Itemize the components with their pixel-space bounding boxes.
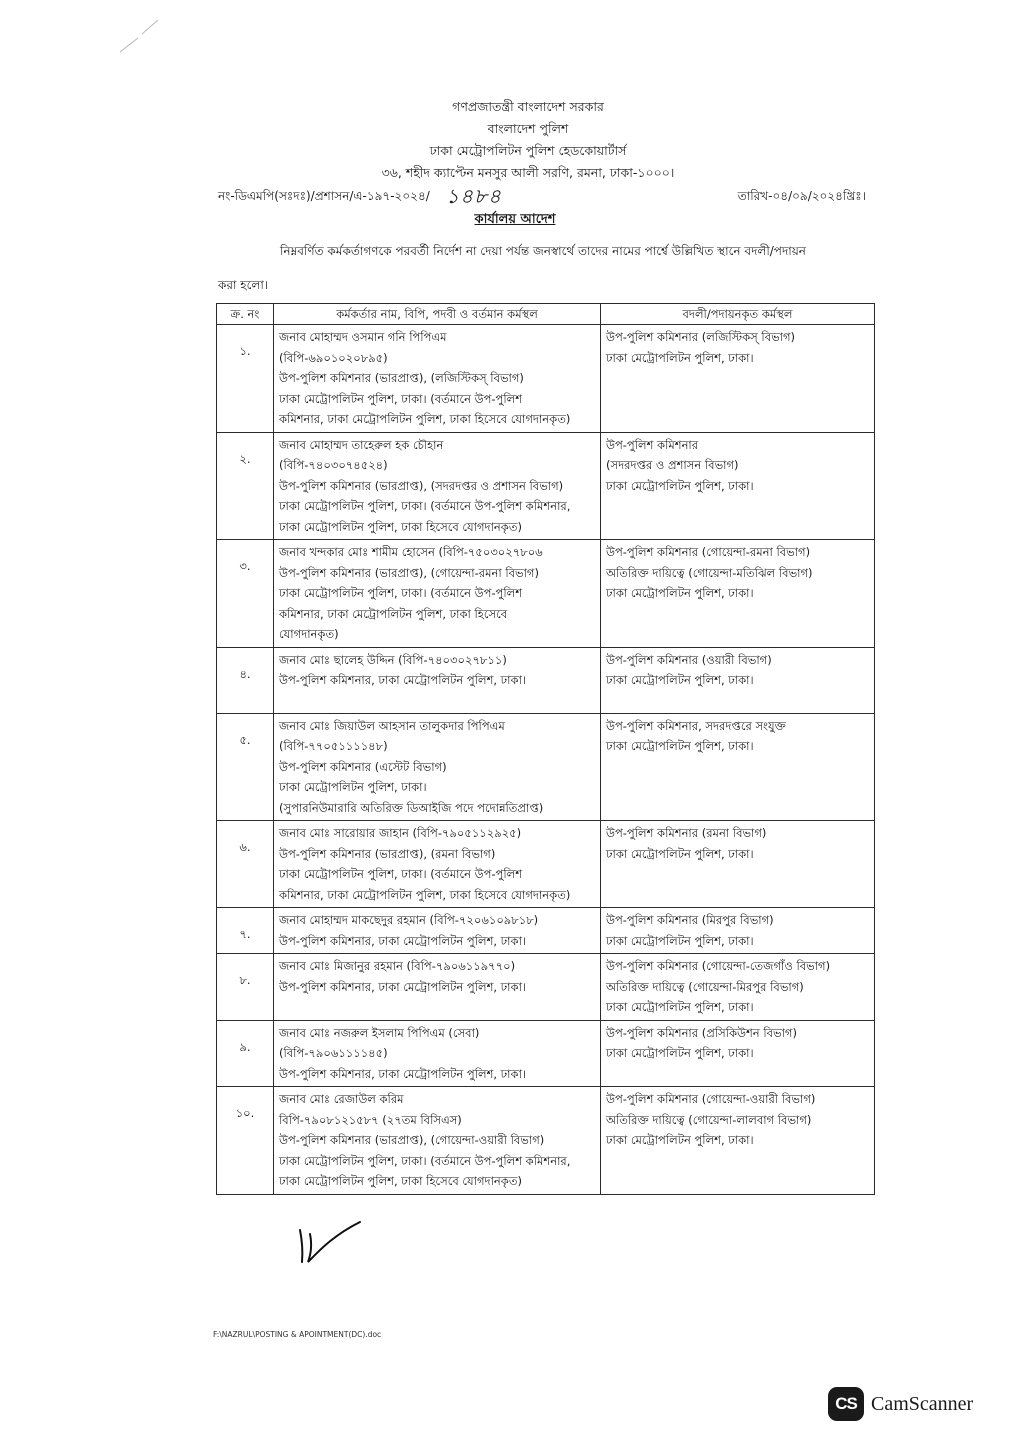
office-order-title: কার্যালয় আদেশ <box>474 212 556 227</box>
posting-line: ঢাকা মেট্রোপলিটন পুলিশ, ঢাকা। <box>606 739 754 753</box>
table-header-row <box>217 304 875 325</box>
row-officer <box>274 432 601 540</box>
row-posting <box>601 647 875 713</box>
officer-line: উপ-পুলিশ কমিশনার, ঢাকা মেট্রোপলিটন পুলিশ, ঢাকা। <box>279 933 527 948</box>
posting-line: ঢাকা মেট্রোপলিটন পুলিশ, ঢাকা। <box>606 846 754 861</box>
officer-line: জনাব মোঃ সারোয়ার জাহান (বিপি-৭৯০৫১১২৯২৫) <box>279 826 522 840</box>
officer-line: জনাব মোহাম্মদ মাকছেদুর রহমান (বিপি-৭২০৬১০৯৮১৮) <box>279 913 539 927</box>
letterhead-dmp-hq: ঢাকা মেট্রোপলিটন পুলিশ হেডকোয়ার্টার্স <box>429 143 627 158</box>
header-officer: কর্মকর্তার নাম, বিপি, পদবী ও বর্তমান কর্মস্থল <box>274 304 601 325</box>
intro-line-1: নিম্নবর্ণিত কর্মকর্তাগণকে পরবর্তী নির্দেশ না দেয়া পর্যন্ত জনস্বার্থে তাদের নামের পার্শ্বে উল্লিখিত স্থানে বদলী/পদায়ন <box>280 244 806 258</box>
row-officer <box>274 647 601 713</box>
officer-line: উপ-পুলিশ কমিশনার (ভারপ্রাপ্ত), (গোয়েন্দা-ওয়ারী বিভাগ) <box>279 1133 545 1147</box>
row-serial: ২. <box>217 432 274 540</box>
officer-line: ঢাকা মেট্রোপলিটন পুলিশ, ঢাকা। <box>279 780 427 794</box>
camscanner-logo-icon: CS <box>828 1387 864 1421</box>
posting-line: ঢাকা মেট্রোপলিটন পুলিশ, ঢাকা। <box>606 586 754 600</box>
row-serial: ৮. <box>217 954 274 1021</box>
table-row <box>217 1087 875 1195</box>
posting-line: উপ-পুলিশ কমিশনার (গোয়েন্দা-ওয়ারী বিভাগ) <box>606 1092 816 1106</box>
officer-line: জনাব মোঃ মিজানুর রহমান (বিপি-৭৯০৬১১৯৭৭০) <box>279 959 516 973</box>
letterhead-police: বাংলাদেশ পুলিশ <box>487 121 569 136</box>
memo-date: তারিখ-০৪/০৯/২০২৪খ্রিঃ। <box>737 189 866 203</box>
officer-line: (বিপি-৭৪০৩০৭৪৫২৪) <box>279 458 388 472</box>
posting-line: ঢাকা মেট্রোপলিটন পুলিশ, ঢাকা। <box>606 350 754 365</box>
officer-line: জনাব মোঃ রেজাউল করিম <box>279 1092 404 1106</box>
officer-line: জনাব মোঃ জিয়াউল আহসান তালুকদার পিপিএম <box>279 718 505 733</box>
officer-line: উপ-পুলিশ কমিশনার (ভারপ্রাপ্ত), (সদরদপ্তর ও প্রশাসন বিভাগ) <box>279 478 564 493</box>
table-row <box>217 713 875 821</box>
letterhead <box>200 96 856 184</box>
officer-line: ঢাকা মেট্রোপলিটন পুলিশ, ঢাকা। (বর্তমানে উপ-পুলিশ কমিশনার, <box>279 499 571 513</box>
posting-line: ঢাকা মেট্রোপলিটন পুলিশ, ঢাকা। <box>606 1046 754 1060</box>
officer-line: উপ-পুলিশ কমিশনার (এস্টেট বিভাগ) <box>279 759 447 774</box>
officer-line: (সুপারনিউমারারি অতিরিক্ত ডিআইজি পদে পদোন্নতিপ্রাপ্ত) <box>279 800 544 815</box>
officer-line: (বিপি-৭৯০৬১১১১৪৫) <box>279 1046 388 1060</box>
table-row <box>217 540 875 648</box>
officer-line: ঢাকা মেট্রোপলিটন পুলিশ, ঢাকা। (বর্তমানে উপ-পুলিশ <box>279 391 523 406</box>
posting-table <box>216 303 875 1195</box>
officer-line: জনাব মোঃ নজরুল ইসলাম পিপিএম (সেবা) <box>279 1025 480 1040</box>
officer-line: ঢাকা মেট্রোপলিটন পুলিশ, ঢাকা। (বর্তমানে উপ-পুলিশ কমিশনার, <box>279 1153 571 1168</box>
row-posting <box>601 713 875 821</box>
officer-line: ঢাকা মেট্রোপলিটন পুলিশ, ঢাকা হিসেবে যোগদানকৃত) <box>279 1174 522 1188</box>
officer-line: কমিশনার, ঢাকা মেট্রোপলিটন পুলিশ, ঢাকা হিসেবে যোগদানকৃত) <box>279 412 571 426</box>
posting-line: উপ-পুলিশ কমিশনার (মিরপুর বিভাগ) <box>606 913 774 927</box>
posting-line: উপ-পুলিশ কমিশনার (ওয়ারী বিভাগ) <box>606 652 772 667</box>
memo-number: নং-ডিএমপি(সঃদঃ)/প্রশাসন/এ-১৯৭-২০২৪/ <box>218 189 430 203</box>
table-row <box>217 954 875 1021</box>
row-serial: ৬. <box>217 821 274 908</box>
officer-line: ঢাকা মেট্রোপলিটন পুলিশ, ঢাকা। (বর্তমানে উপ-পুলিশ <box>279 586 523 600</box>
row-serial: ৩. <box>217 540 274 648</box>
posting-line: উপ-পুলিশ কমিশনার (প্রসিকিউশন বিভাগ) <box>606 1025 797 1040</box>
officer-line: কমিশনার, ঢাকা মেট্রোপলিটন পুলিশ, ঢাকা হিসেবে <box>279 606 508 621</box>
officer-line: ঢাকা মেট্রোপলিটন পুলিশ, ঢাকা। (বর্তমানে উপ-পুলিশ <box>279 867 523 881</box>
row-officer <box>274 540 601 648</box>
officer-line: উপ-পুলিশ কমিশনার, ঢাকা মেট্রোপলিটন পুলিশ, ঢাকা। <box>279 979 527 994</box>
officer-line: জনাব মোঃ ছালেহ উদ্দিন (বিপি-৭৪০৩০২৭৮১১) <box>279 652 507 667</box>
officer-line: (বিপি-৬৯০১০২০৮৯৫) <box>279 350 388 365</box>
camscanner-watermark <box>828 1387 998 1427</box>
posting-line: (সদরদপ্তর ও প্রশাসন বিভাগ) <box>606 458 739 472</box>
intro-paragraph <box>218 237 872 299</box>
memo-number-handwritten: ১৪৮৪ <box>446 184 502 208</box>
officer-line: জনাব মোহাম্মদ ওসমান গনি পিপিএম <box>279 330 447 344</box>
posting-line: উপ-পুলিশ কমিশনার (লজিস্টিকস্ বিভাগ) <box>606 330 796 344</box>
table-row <box>217 821 875 908</box>
scan-artifact-mark <box>118 14 164 54</box>
row-serial: ৫. <box>217 713 274 821</box>
officer-line: জনাব খন্দকার মোঃ শামীম হোসেন (বিপি-৭৫০৩০২৭৮০৬ <box>279 545 543 559</box>
letterhead-address: ৩৬, শহীদ ক্যাপ্টেন মনসুর আলী সরণি, রমনা, ঢাকা-১০০০। <box>381 165 675 180</box>
row-officer <box>274 325 601 433</box>
row-posting <box>601 954 875 1021</box>
row-posting <box>601 432 875 540</box>
officer-line: কমিশনার, ঢাকা মেট্রোপলিটন পুলিশ, ঢাকা হিসেবে যোগদানকৃত) <box>279 887 571 902</box>
posting-line: অতিরিক্ত দায়িত্বে (গোয়েন্দা-মিরপুর বিভাগ) <box>606 979 804 994</box>
posting-line: উপ-পুলিশ কমিশনার (রমনা বিভাগ) <box>606 826 767 840</box>
row-posting <box>601 325 875 433</box>
intro-line-2: করা হলো। <box>218 278 269 292</box>
officer-line: (বিপি-৭৭০৫১১১১৪৮) <box>279 739 388 753</box>
posting-line: ঢাকা মেট্রোপলিটন পুলিশ, ঢাকা। <box>606 1000 754 1014</box>
row-posting <box>601 540 875 648</box>
row-serial: ৪. <box>217 647 274 713</box>
header-posting: বদলী/পদায়নকৃত কর্মস্থল <box>601 304 875 325</box>
table-row <box>217 1020 875 1087</box>
file-path-footer: F:\NAZRUL\POSTING & APOINTMENT(DC).doc <box>213 1330 382 1339</box>
posting-line: ঢাকা মেট্রোপলিটন পুলিশ, ঢাকা। <box>606 673 754 687</box>
officer-line: উপ-পুলিশ কমিশনার, ঢাকা মেট্রোপলিটন পুলিশ, ঢাকা। <box>279 673 527 687</box>
posting-line: ঢাকা মেট্রোপলিটন পুলিশ, ঢাকা। <box>606 478 754 493</box>
row-serial: ১০. <box>217 1087 274 1195</box>
row-posting <box>601 1020 875 1087</box>
posting-line: ঢাকা মেট্রোপলিটন পুলিশ, ঢাকা। <box>606 1133 754 1147</box>
posting-line: ঢাকা মেট্রোপলিটন পুলিশ, ঢাকা। <box>606 933 754 948</box>
table-row <box>217 908 875 954</box>
row-posting <box>601 821 875 908</box>
row-serial: ৯. <box>217 1020 274 1087</box>
row-officer <box>274 821 601 908</box>
officer-line: ঢাকা মেট্রোপলিটন পুলিশ, ঢাকা হিসেবে যোগদানকৃত) <box>279 519 522 534</box>
letterhead-government: গণপ্রজাতন্ত্রী বাংলাদেশ সরকার <box>452 99 604 114</box>
row-officer <box>274 908 601 954</box>
officer-line: জনাব মোহাম্মদ তাহেরুল হক চৌহান <box>279 437 444 452</box>
signature <box>296 1218 366 1268</box>
officer-line: উপ-পুলিশ কমিশনার (ভারপ্রাপ্ত), (রমনা বিভাগ) <box>279 846 496 861</box>
officer-line: যোগদানকৃত) <box>279 627 339 641</box>
posting-line: অতিরিক্ত দায়িত্বে (গোয়েন্দা-মতিঝিল বিভাগ) <box>606 565 813 580</box>
memo-row <box>218 184 866 210</box>
row-officer <box>274 1020 601 1087</box>
row-officer <box>274 1087 601 1195</box>
row-serial: ১. <box>217 325 274 433</box>
table-row <box>217 432 875 540</box>
row-serial: ৭. <box>217 908 274 954</box>
officer-line: বিপি-৭৯০৮১২১৫৮৭ (২৭তম বিসিএস) <box>279 1112 462 1127</box>
row-posting <box>601 1087 875 1195</box>
table-row <box>217 325 875 433</box>
officer-line <box>279 691 595 711</box>
posting-line: উপ-পুলিশ কমিশনার <box>606 437 699 452</box>
posting-line: উপ-পুলিশ কমিশনার, সদরদপ্তরে সংযুক্ত <box>606 718 786 733</box>
row-officer <box>274 954 601 1021</box>
camscanner-brand: CamScanner <box>871 1393 974 1415</box>
header-serial: ক্র. নং <box>217 304 274 325</box>
posting-line: উপ-পুলিশ কমিশনার (গোয়েন্দা-রমনা বিভাগ) <box>606 545 811 559</box>
officer-line: উপ-পুলিশ কমিশনার (ভারপ্রাপ্ত), (লজিস্টিকস্ বিভাগ) <box>279 371 524 385</box>
posting-line: উপ-পুলিশ কমিশনার (গোয়েন্দা-তেজগাঁও বিভাগ) <box>606 959 831 973</box>
row-officer <box>274 713 601 821</box>
posting-line: অতিরিক্ত দায়িত্বে (গোয়েন্দা-লালবাগ বিভাগ) <box>606 1112 812 1127</box>
officer-line: উপ-পুলিশ কমিশনার (ভারপ্রাপ্ত), (গোয়েন্দা-রমনা বিভাগ) <box>279 565 539 580</box>
table-row <box>217 647 875 713</box>
row-posting <box>601 908 875 954</box>
officer-line: উপ-পুলিশ কমিশনার, ঢাকা মেট্রোপলিটন পুলিশ, ঢাকা। <box>279 1066 527 1081</box>
